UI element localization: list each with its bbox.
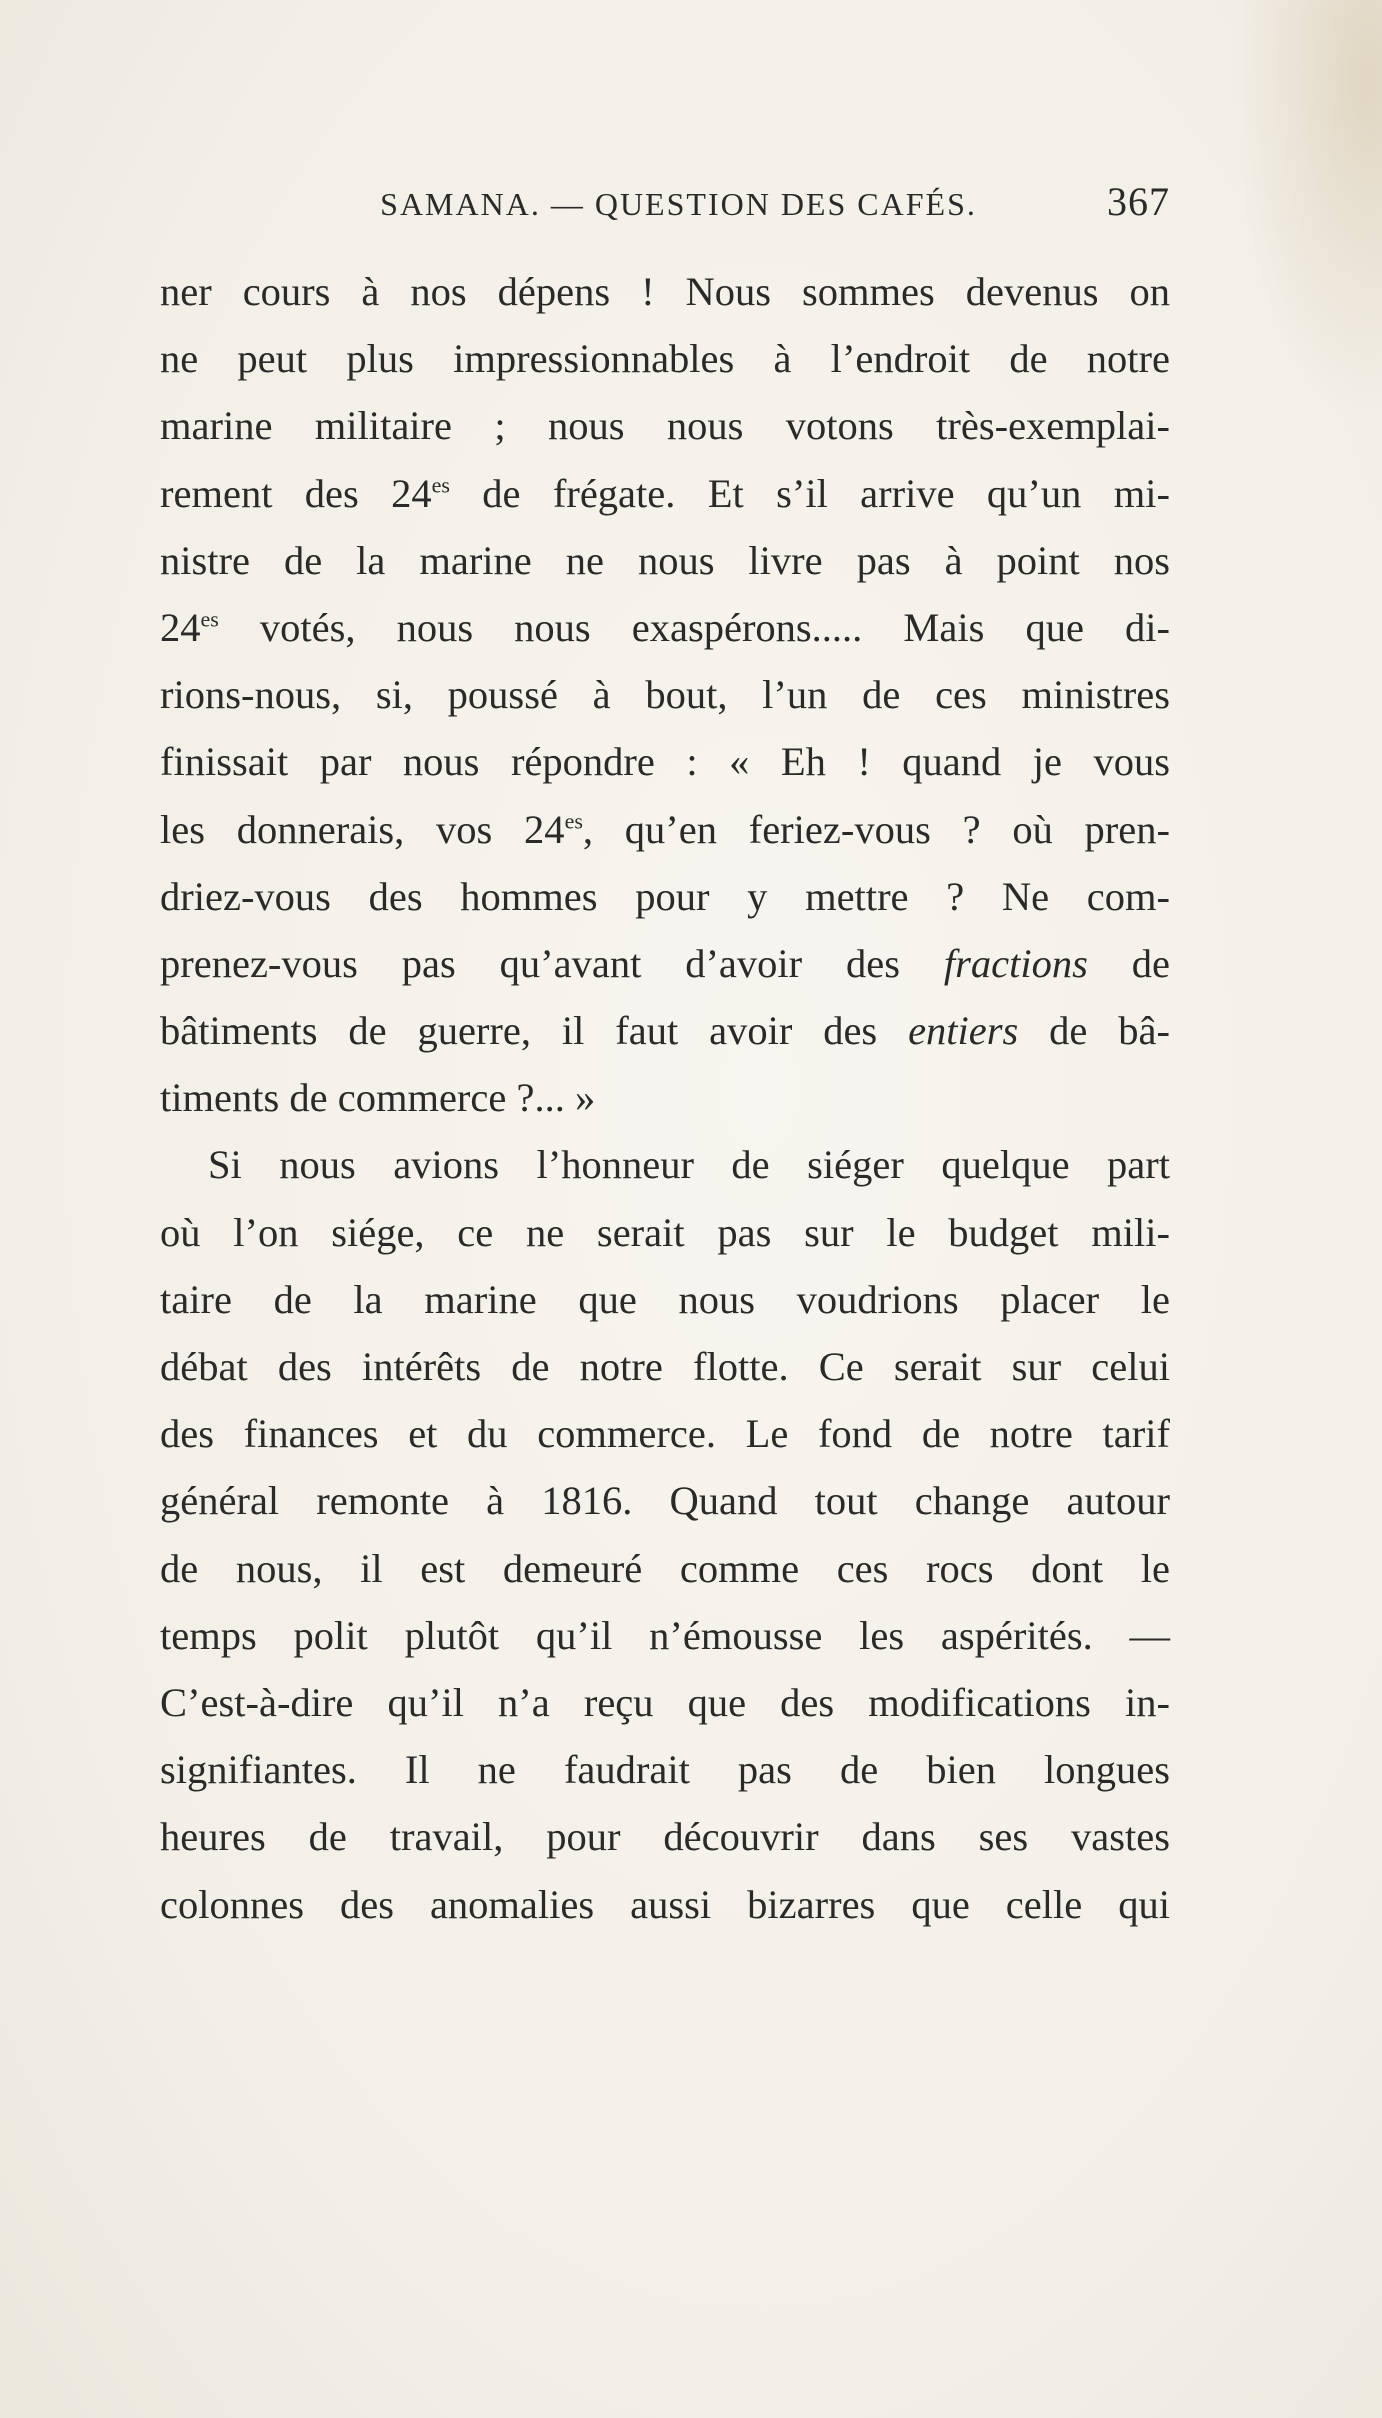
italic-word: fractions bbox=[943, 940, 1088, 986]
line-text: driez-vous des hommes pour y mettre ? Ne com- bbox=[160, 873, 1170, 919]
text-line bbox=[160, 1736, 1170, 1803]
line-text-end: de bbox=[1087, 940, 1171, 986]
text-line bbox=[160, 997, 1170, 1064]
text-line bbox=[160, 863, 1170, 930]
line-text: nistre de la marine ne nous livre pas à point nos bbox=[160, 537, 1170, 583]
line-text: ne peut plus impressionnables à l’endroit de notre bbox=[160, 336, 1170, 382]
text-line bbox=[160, 325, 1170, 392]
text-line bbox=[160, 1333, 1170, 1400]
body-text bbox=[160, 258, 1170, 1938]
line-text: signifiantes. Il ne faudrait pas de bien longues bbox=[160, 1747, 1170, 1793]
superscript: es bbox=[431, 472, 450, 498]
line-text-end: de bâ- bbox=[1018, 1008, 1170, 1054]
line-text: timents de commerce ?... » bbox=[160, 1075, 596, 1121]
text-line bbox=[160, 1199, 1170, 1266]
line-text: général remonte à 1816. Quand tout change autour bbox=[160, 1478, 1170, 1524]
text-line bbox=[160, 728, 1170, 795]
line-text: marine militaire ; nous nous votons très-exemplai- bbox=[160, 403, 1170, 449]
text-line bbox=[160, 661, 1170, 728]
line-text: finissait par nous répondre : « Eh ! quand je vous bbox=[160, 739, 1170, 785]
line-text: rions-nous, si, poussé à bout, l’un de ces ministres bbox=[160, 672, 1170, 718]
line-text-end: votés, nous nous exaspérons..... Mais que di- bbox=[218, 604, 1170, 650]
text-line bbox=[160, 594, 1170, 661]
text-line bbox=[160, 1400, 1170, 1467]
line-text-start: bâtiments de guerre, il faut avoir des bbox=[160, 1008, 909, 1054]
line-text: ner cours à nos dépens ! Nous sommes devenus on bbox=[160, 269, 1170, 314]
line-text-start: prenez-vous pas qu’avant d’avoir des bbox=[160, 940, 944, 986]
line-text: colonnes des anomalies aussi bizarres que celle qui bbox=[160, 1881, 1170, 1927]
text-line bbox=[160, 460, 1170, 527]
line-text: C’est-à-dire qu’il n’a reçu que des modifications in- bbox=[160, 1679, 1170, 1725]
line-text-start: rement des 24 bbox=[160, 470, 432, 516]
line-text: débat des intérêts de notre flotte. Ce serait sur celui bbox=[160, 1344, 1170, 1389]
line-text: Si nous avions l’honneur de siéger quelque part bbox=[208, 1142, 1170, 1188]
line-text: taire de la marine que nous voudrions placer le bbox=[160, 1276, 1170, 1322]
line-text-start: 24 bbox=[160, 604, 201, 650]
text-line bbox=[160, 258, 1170, 325]
text-line bbox=[160, 930, 1170, 997]
text-line bbox=[160, 1535, 1170, 1602]
text-line bbox=[160, 527, 1170, 594]
text-line bbox=[160, 1064, 1170, 1131]
text-line bbox=[160, 1669, 1170, 1736]
text-line bbox=[160, 1131, 1170, 1198]
page-header bbox=[160, 178, 1170, 225]
superscript: es bbox=[564, 808, 583, 833]
line-text: de nous, il est demeuré comme ces rocs dont le bbox=[160, 1545, 1170, 1591]
line-text-start: les donnerais, vos 24 bbox=[160, 806, 565, 852]
running-head: SAMANA. — QUESTION DES CAFÉS. bbox=[380, 186, 977, 222]
text-line bbox=[160, 1467, 1170, 1534]
text-line bbox=[160, 1803, 1170, 1870]
line-text-end: de frégate. Et s’il arrive qu’un mi- bbox=[449, 470, 1171, 516]
text-line bbox=[160, 1266, 1170, 1333]
text-line bbox=[160, 1602, 1170, 1669]
line-text: temps polit plutôt qu’il n’émousse les aspérités. — bbox=[160, 1612, 1170, 1658]
page-number: 367 bbox=[1107, 179, 1170, 224]
line-text: où l’on siége, ce ne serait pas sur le budget mili- bbox=[160, 1209, 1170, 1255]
paper-stain bbox=[1232, 0, 1382, 420]
line-text: heures de travail, pour découvrir dans ses vastes bbox=[160, 1814, 1170, 1860]
text-line bbox=[160, 1871, 1170, 1938]
superscript: es bbox=[200, 606, 219, 632]
italic-word: entiers bbox=[908, 1008, 1019, 1054]
line-text-end: , qu’en feriez-vous ? où pren- bbox=[582, 806, 1171, 852]
text-line bbox=[160, 392, 1170, 459]
text-line bbox=[160, 796, 1170, 863]
line-text: des finances et du commerce. Le fond de notre tarif bbox=[160, 1411, 1170, 1457]
